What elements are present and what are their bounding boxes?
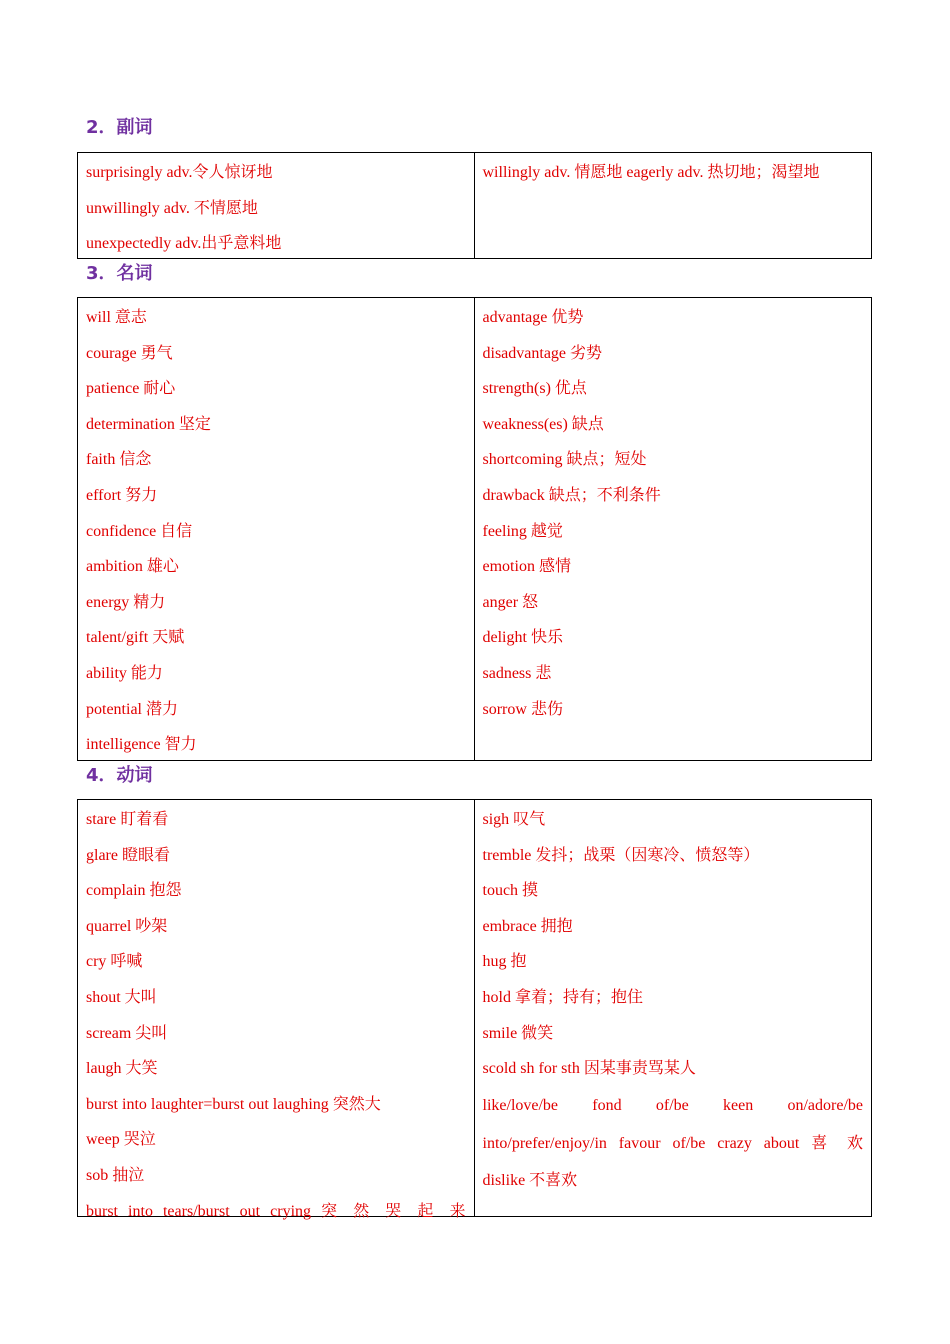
vocab-item: weakness(es) 缺点: [482, 415, 604, 433]
verbs-left-column: [78, 800, 475, 1220]
vocab-item: burst into tears/burst out crying 突 然 哭 起 来: [86, 1202, 466, 1220]
vocab-item: courage 勇气: [86, 344, 173, 362]
vocab-item: hug 抱: [482, 953, 527, 971]
vocab-item: unwillingly adv. 不情愿地: [86, 199, 258, 217]
vocab-item: willingly adv. 情愿地 eagerly adv. 热切地；渴望地: [482, 164, 820, 181]
vocab-item: like/love/be fond of/be keen on/adore/be into/prefer/enjoy/in favour of/be crazy about 喜 欢: [482, 1096, 863, 1152]
vocab-item: advantage 优势: [482, 309, 584, 326]
vocab-item: will 意志: [86, 309, 147, 326]
adverbs-table: [77, 152, 872, 259]
vocab-item: smile 微笑: [482, 1024, 554, 1042]
vocab-item: faith 信念: [86, 451, 152, 469]
vocab-item: effort 努力: [86, 486, 158, 504]
vocab-item: laugh 大笑: [86, 1060, 158, 1078]
vocab-item: intelligence 智力: [86, 736, 197, 754]
nouns-left-column: [78, 298, 475, 760]
section-heading-nouns: 3．名词: [86, 263, 153, 284]
vocab-item: delight 快乐: [482, 629, 563, 647]
section-heading-adverbs: 2．副词: [86, 117, 153, 138]
vocab-item: shortcoming 缺点；短处: [482, 451, 647, 469]
vocab-item: sob 抽泣: [86, 1166, 145, 1184]
vocab-item: determination 坚定: [86, 415, 211, 433]
vocab-item: potential 潜力: [86, 700, 178, 718]
vocab-item: scold sh for sth 因某事责骂某人: [482, 1060, 696, 1078]
vocab-item: confidence 自信: [86, 522, 193, 540]
vocab-item: touch 摸: [482, 882, 539, 900]
verbs-right-column: [475, 800, 872, 1216]
vocab-item: strength(s) 优点: [482, 380, 587, 398]
vocab-item: drawback 缺点；不利条件: [482, 486, 661, 504]
vocab-item: tremble 发抖；战栗（因寒冷、愤怒等）: [482, 846, 760, 864]
vocab-item: burst into laughter=burst out laughing 突然大: [86, 1095, 381, 1113]
vocab-item: emotion 感情: [482, 558, 571, 576]
vocab-item: sorrow 悲伤: [482, 700, 563, 718]
verbs-table: [77, 799, 872, 1220]
vocab-item: sadness 悲: [482, 664, 552, 682]
vocab-item: scream 尖叫: [86, 1024, 168, 1042]
vocab-item: unexpectedly adv.出乎意料地: [86, 235, 282, 253]
vocab-item: disadvantage 劣势: [482, 344, 603, 362]
vocab-item: embrace 拥抱: [482, 917, 573, 935]
adverbs-left-column: [78, 153, 475, 258]
nouns-right-column: [475, 298, 872, 760]
vocab-item: hold 拿着；持有；抱住: [482, 988, 643, 1006]
nouns-table: [77, 297, 872, 761]
vocab-item: weep 哭泣: [86, 1131, 156, 1149]
vocab-item: feeling 越觉: [482, 522, 563, 540]
section-heading-verbs: 4．动词: [86, 765, 153, 786]
vocab-item: quarrel 吵架: [86, 917, 168, 935]
vocab-item: surprisingly adv.令人惊讶地: [86, 164, 273, 181]
vocab-item: glare 瞪眼看: [86, 846, 170, 864]
vocab-item: cry 呼喊: [86, 953, 143, 971]
vocab-item: complain 抱怨: [86, 882, 182, 900]
vocab-item: ambition 雄心: [86, 558, 179, 576]
vocab-item: dislike 不喜欢: [482, 1171, 578, 1189]
vocab-item: sigh 叹气: [482, 811, 546, 828]
vocab-item: ability 能力: [86, 664, 163, 682]
vocab-item: stare 盯着看: [86, 811, 169, 828]
vocab-item: anger 怒: [482, 593, 539, 611]
vocab-item: shout 大叫: [86, 988, 157, 1006]
adverbs-right-column: [475, 153, 872, 258]
vocab-item: patience 耐心: [86, 380, 176, 398]
vocab-item: energy 精力: [86, 593, 166, 611]
vocab-item: talent/gift 天赋: [86, 629, 185, 647]
